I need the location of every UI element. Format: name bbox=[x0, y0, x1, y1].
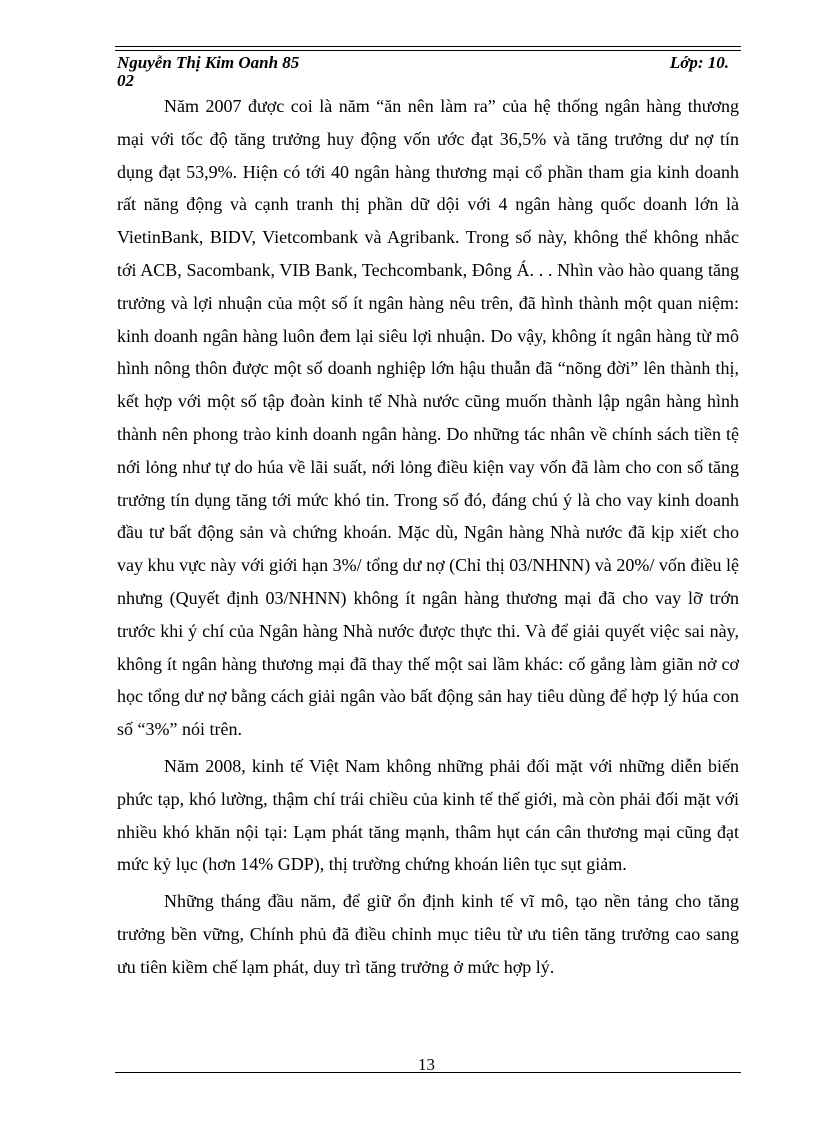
footer-rule bbox=[115, 1072, 741, 1073]
page-number: 13 bbox=[418, 1058, 435, 1072]
paragraph-1: Năm 2007 được coi là năm “ăn nên làm ra” của hệ thống ngân hàng thương mại với tốc độ tăng trưởng huy động vốn ước đạt 36,5% và tăng trưởng dư nợ tín dụng đạt 53,9%. Hiện có tới 40 ngân hàng thương mại cổ phần tham gia kinh doanh rất năng động và cạnh tranh thị phần dữ dội với 4 ngân hàng quốc doanh lớn là VietinBank, BIDV, Vietcombank và Agribank. Trong số này, không thể không nhắc tới ACB, Sacombank, VIB Bank, Techcombank, Đông Á. . . Nhìn vào hào quang tăng trưởng và lợi nhuận của một số ít ngân hàng nêu trên, đã hình thành một quan niệm: kinh doanh ngân hàng luôn đem lại siêu lợi nhuận. Do vậy, không ít ngân hàng từ mô hình nông thôn được một số doanh nghiệp lớn hậu thuẫn đã “nõng đời” lên thành thị, kết hợp với một số tập đoàn kinh tế Nhà nước cũng muốn thành lập ngân hàng hình thành nên phong trào kinh doanh ngân hàng. Do những tác nhân về chính sách tiền tệ nới lỏng như tự do húa về lãi suất, nới lỏng điều kiện vay vốn đã làm cho con số tăng trưởng tín dụng tăng tới mức khó tin. Trong số đó, đáng chú ý là cho vay kinh doanh đầu tư bất động sản và chứng khoán. Mặc dù, Ngân hàng Nhà nước đã kịp xiết cho vay khu vực này với giới hạn 3%/ tổng dư nợ (Chỉ thị 03/NHNN) và 20%/ vốn điều lệ nhưng (Quyết định 03/NHNN) không ít ngân hàng thương mại đã cho vay lỡ trớn trước khi ý chí của Ngân hàng Nhà nước được thực thi. Và để giải quyết việc sai này, không ít ngân hàng thương mại đã thay thế một sai lầm khác: cố gắng làm giãn nở cơ học tổng dư nợ bằng cách giải ngân vào bất động sản hay tiêu dùng để hợp lý húa con số “3%” nói trên. bbox=[117, 96, 739, 740]
page-header bbox=[117, 54, 729, 90]
header-class-suffix: 02 bbox=[117, 71, 134, 90]
header-author: Nguyễn Thị Kim Oanh 85 bbox=[117, 53, 300, 72]
header-class-label: Lớp: 10. bbox=[669, 53, 729, 72]
body-text bbox=[117, 90, 739, 984]
paragraph-2: Năm 2008, kinh tế Việt Nam không những phải đối mặt với những diễn biến phức tạp, khó lường, thậm chí trái chiều của kinh tế thế giới, mà còn phải đối mặt với nhiều khó khăn nội tại: Lạm phát tăng mạnh, thâm hụt cán cân thương mại cũng đạt mức kỷ lục (hơn 14% GDP), thị trường chứng khoán liên tục sụt giảm. bbox=[117, 755, 739, 875]
paragraph-3: Những tháng đầu năm, để giữ ổn định kinh tế vĩ mô, tạo nền tảng cho tăng trưởng bền vững, Chính phủ đã điều chỉnh mục tiêu từ ưu tiên tăng trưởng cao sang ưu tiên kiềm chế lạm phát, duy trì tăng trưởng ở mức hợp lý. bbox=[117, 891, 739, 977]
header-double-rule bbox=[115, 46, 741, 51]
